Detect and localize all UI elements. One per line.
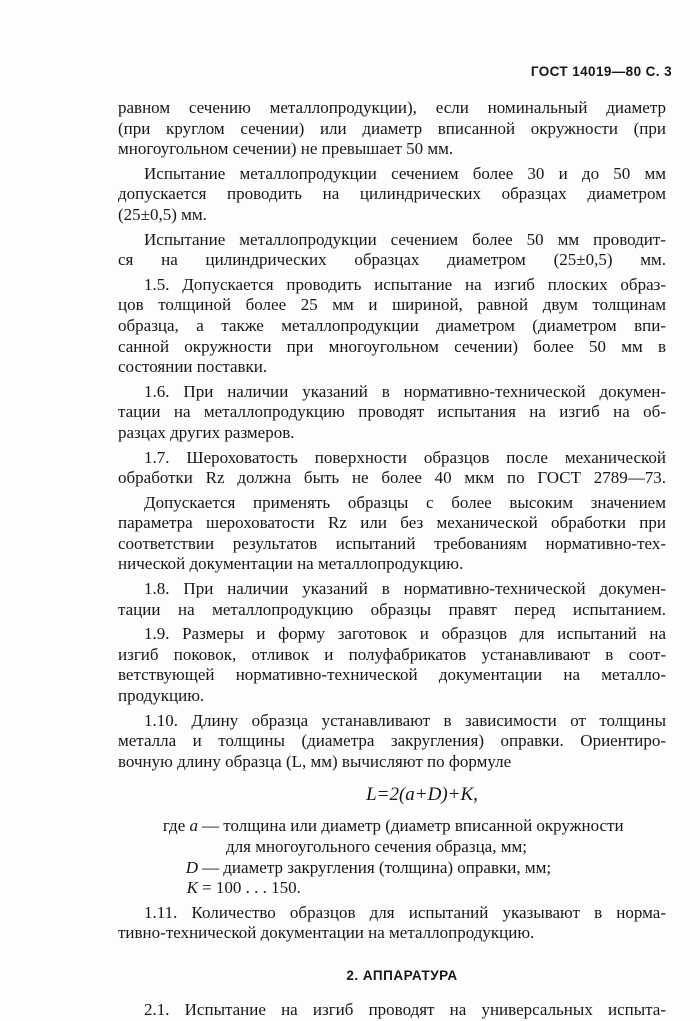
text-line: продукцию. bbox=[118, 686, 205, 706]
page-header: ГОСТ 14019—80 С. 3 bbox=[530, 64, 672, 79]
paragraph bbox=[118, 98, 666, 160]
text-line: (при круглом сечении) или диаметр вписанной окружности (при bbox=[118, 118, 666, 138]
paragraph-1-9 bbox=[118, 624, 666, 706]
paragraph-1-10 bbox=[118, 711, 666, 773]
legend-row-a-cont bbox=[118, 837, 666, 858]
text-line: образца, а также металлопродукции диаметром (диаметром впи- bbox=[118, 315, 666, 335]
text-line: санной окружности при многоугольном сечении) более 50 мм в bbox=[118, 336, 666, 356]
text-line: тации на металлопродукцию проводят испытания на изгиб на об- bbox=[118, 402, 666, 422]
section-title: 2. АППАРАТУРА bbox=[346, 967, 458, 983]
paragraph-1-8 bbox=[118, 579, 666, 620]
legend-row-k bbox=[118, 878, 666, 899]
legend-row-d bbox=[118, 858, 666, 879]
page-body bbox=[118, 98, 666, 1021]
legend-symbol: K bbox=[186, 878, 198, 898]
legend-text: для многоугольного сечения образца, мм; bbox=[226, 837, 527, 856]
text-line: многоугольном сечении) не превышает 50 мм. bbox=[118, 139, 454, 159]
text-line: металла и толщины (диаметра закругления) оправки. Ориентиро- bbox=[118, 731, 666, 751]
legend-text: — толщина или диаметр (диаметр вписанной окружности bbox=[202, 816, 624, 836]
text-line: Испытание металлопродукции сечением более 50 мм проводит- bbox=[144, 229, 666, 249]
text-line: изгиб поковок, отливок и полуфабрикатов устанавливают в соот- bbox=[118, 644, 666, 664]
text-line: обработки Rz должна быть не более 40 мкм по ГОСТ 2789—73. bbox=[118, 468, 666, 488]
text-line: 1.7. Шероховатость поверхности образцов после механической bbox=[144, 447, 666, 467]
text-line: равном сечению металлопродукции), если номинальный диаметр bbox=[118, 98, 666, 117]
text-line: 1.5. Допускается проводить испытание на изгиб плоских образ- bbox=[144, 274, 666, 294]
text-line: состоянии поставки. bbox=[118, 357, 268, 377]
text-line: ветствующей нормативно-технической документации на металло- bbox=[118, 665, 666, 685]
legend-text: = 100 . . . 150. bbox=[202, 878, 301, 898]
paragraph bbox=[118, 493, 666, 575]
text-line: Допускается применять образцы с более высоким значением bbox=[144, 492, 666, 512]
paragraph bbox=[118, 164, 666, 226]
legend-lead bbox=[118, 878, 202, 899]
text-line: 1.9. Размеры и форму заготовок и образцов для испытаний на bbox=[144, 624, 666, 644]
text-line: 1.11. Количество образцов для испытаний указывают в норма- bbox=[144, 902, 666, 922]
text-line: тации на металлопродукцию образцы правят перед испытанием. bbox=[118, 599, 666, 619]
legend-symbol: a bbox=[189, 816, 198, 836]
text-line: (25±0,5) мм. bbox=[118, 204, 207, 224]
paragraph-1-11 bbox=[118, 903, 666, 944]
text-line: цов толщиной более 25 мм и шириной, равной двум толщинам bbox=[118, 295, 666, 315]
legend-lead bbox=[118, 816, 202, 837]
legend-row-a bbox=[118, 816, 666, 837]
text-line: тивно-технической документации на металлопродукцию. bbox=[118, 923, 535, 943]
text-line: разцах других размеров. bbox=[118, 422, 295, 442]
text-line: допускается проводить на цилиндрических образцах диаметром bbox=[118, 184, 666, 204]
text-line: 1.6. При наличии указаний в нормативно-технической докумен- bbox=[144, 381, 666, 401]
text-line: 2.1. Испытание на изгиб проводят на универсальных испыта- bbox=[144, 999, 666, 1019]
paragraph-2-1 bbox=[118, 1000, 666, 1021]
legend-text: — диаметр закругления (толщина) оправки, мм; bbox=[202, 857, 552, 877]
legend-where-word: где bbox=[162, 816, 186, 836]
text-line: параметра шероховатости Rz или без механической обработки при bbox=[118, 513, 666, 533]
paragraph-1-6 bbox=[118, 382, 666, 444]
length-formula: L=2(a+D)+K, bbox=[366, 784, 478, 806]
text-line: ся на цилиндрических образцах диаметром (25±0,5) мм. bbox=[118, 250, 666, 270]
text-line: нической документации на металлопродукцию. bbox=[118, 554, 464, 574]
paragraph-1-7 bbox=[118, 448, 666, 489]
legend-symbol: D bbox=[185, 857, 198, 877]
paragraph-1-5 bbox=[118, 275, 666, 378]
legend-lead bbox=[118, 858, 202, 879]
text-line: Испытание металлопродукции сечением более 30 и до 50 мм bbox=[144, 163, 666, 183]
text-line: 1.8. При наличии указаний в нормативно-технической докумен- bbox=[144, 579, 666, 599]
paragraph bbox=[118, 230, 666, 271]
text-line: соответствии результатов испытаний требованиям нормативно-тех- bbox=[118, 533, 666, 553]
formula-legend bbox=[118, 816, 666, 898]
text-line: вочную длину образца (L, мм) вычисляют по формуле bbox=[118, 751, 512, 771]
text-line: 1.10. Длину образца устанавливают в зависимости от толщины bbox=[144, 710, 666, 730]
